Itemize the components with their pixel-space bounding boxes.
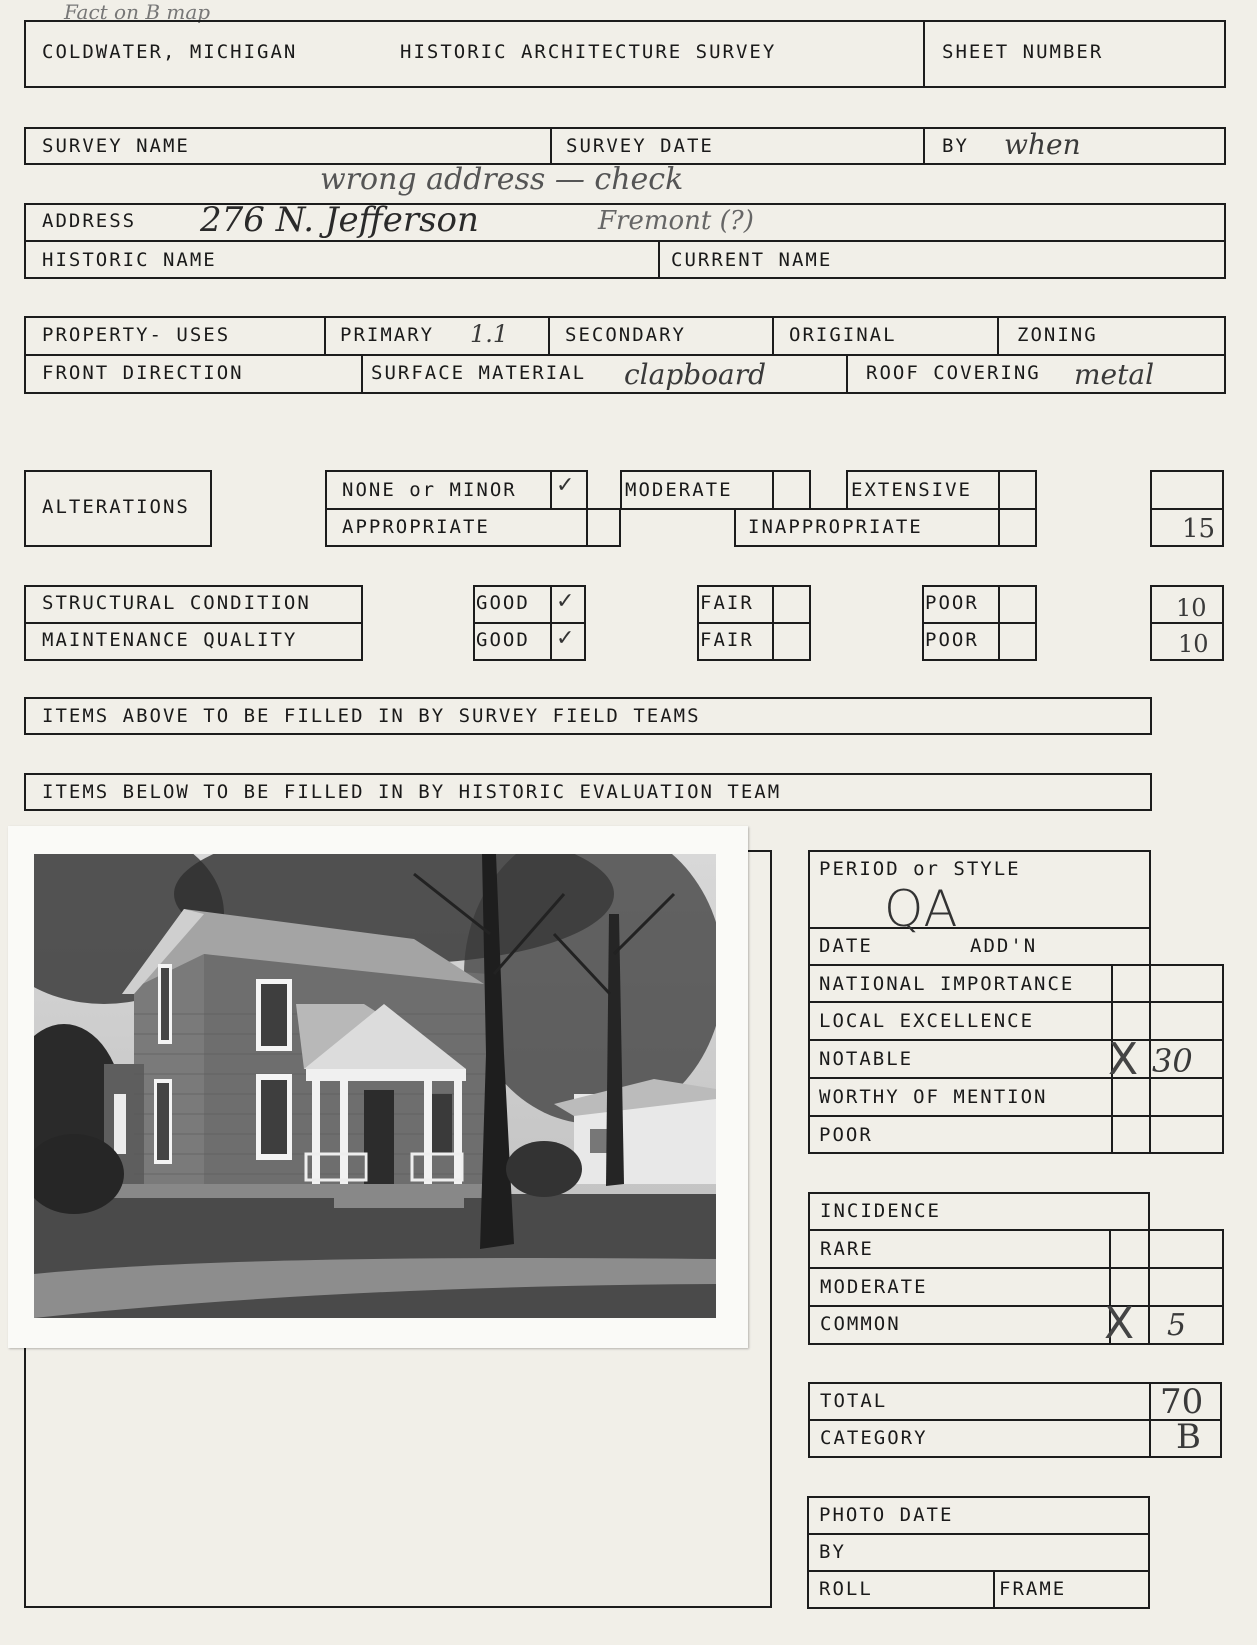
original-label: ORIGINAL: [789, 324, 897, 346]
sheet-number-label: SHEET NUMBER: [942, 41, 1104, 63]
zoning-label: ZONING: [1017, 324, 1098, 346]
appropriate-label: APPROPRIATE: [342, 516, 490, 538]
address-label: ADDRESS: [42, 210, 137, 232]
form-title: HISTORIC ARCHITECTURE SURVEY: [400, 41, 777, 63]
address-value: 276 N. Jefferson: [200, 200, 479, 240]
local-excellence-label: LOCAL EXCELLENCE: [819, 1010, 1035, 1032]
survey-name-label: SURVEY NAME: [42, 135, 190, 157]
frame-label: FRAME: [999, 1578, 1067, 1600]
structural-score: 10: [1176, 594, 1207, 622]
primary-value: 1.1: [470, 320, 509, 348]
fair-label-structural: FAIR: [700, 592, 754, 614]
extensive-label: EXTENSIVE: [851, 479, 972, 501]
rare-label: RARE: [820, 1238, 874, 1260]
roll-label: ROLL: [819, 1578, 873, 1600]
none-minor-label: NONE or MINOR: [342, 479, 517, 501]
fair-label-maintenance: FAIR: [700, 629, 754, 651]
national-importance-label: NATIONAL IMPORTANCE: [819, 973, 1075, 995]
top-note: Fact on B map: [64, 0, 211, 24]
surface-material-value: clapboard: [624, 358, 767, 391]
primary-label: PRIMARY: [340, 324, 435, 346]
structural-condition-label: STRUCTURAL CONDITION: [42, 592, 311, 614]
good-label-maintenance: GOOD: [476, 629, 530, 651]
date-label: DATE: [819, 935, 873, 957]
address-alt-value: Fremont (?): [598, 206, 754, 236]
property-uses-label: PROPERTY- USES: [42, 324, 231, 346]
alterations-score: 15: [1182, 514, 1216, 544]
survey-date-label: SURVEY DATE: [566, 135, 714, 157]
survey-by-value: when: [1004, 128, 1081, 161]
incidence-label: INCIDENCE: [820, 1200, 941, 1222]
photo-date-label: PHOTO DATE: [819, 1504, 954, 1526]
city-label: COLDWATER, MICHIGAN: [42, 41, 298, 63]
common-score: 5: [1167, 1308, 1187, 1343]
incidence-moderate-label: MODERATE: [820, 1276, 928, 1298]
notable-mark: X: [1108, 1034, 1139, 1085]
poor-label-maintenance: POOR: [925, 629, 979, 651]
total-label: TOTAL: [820, 1390, 888, 1412]
moderate-label: MODERATE: [625, 479, 733, 501]
note-below: ITEMS BELOW TO BE FILLED IN BY HISTORIC EVALUATION TEAM: [42, 781, 782, 803]
period-style-value: QA: [884, 880, 958, 938]
category-value: B: [1176, 1417, 1201, 1457]
roof-covering-value: metal: [1074, 358, 1155, 391]
address-annotation: wrong address — check: [320, 162, 684, 197]
note-above: ITEMS ABOVE TO BE FILLED IN BY SURVEY FIELD TEAMS: [42, 705, 701, 727]
alterations-label: ALTERATIONS: [42, 496, 190, 518]
maintenance-quality-label: MAINTENANCE QUALITY: [42, 629, 298, 651]
current-name-label: CURRENT NAME: [671, 249, 833, 271]
category-label: CATEGORY: [820, 1427, 928, 1449]
roof-covering-label: ROOF COVERING: [866, 362, 1041, 384]
front-direction-label: FRONT DIRECTION: [42, 362, 244, 384]
historic-name-label: HISTORIC NAME: [42, 249, 217, 271]
photo-card: [8, 826, 748, 1348]
photo-by-label: BY: [819, 1541, 846, 1563]
inappropriate-label: INAPPROPRIATE: [748, 516, 923, 538]
evaluation-poor-label: POOR: [819, 1124, 873, 1146]
poor-label-structural: POOR: [925, 592, 979, 614]
maintenance-score: 10: [1178, 630, 1209, 658]
maintenance-good-check: ✓: [556, 626, 575, 651]
notable-label: NOTABLE: [819, 1048, 914, 1070]
survey-by-label: BY: [942, 135, 969, 157]
common-label: COMMON: [820, 1313, 901, 1335]
worthy-of-mention-label: WORTHY OF MENTION: [819, 1086, 1048, 1108]
total-value: 70: [1160, 1382, 1204, 1422]
none-minor-check: ✓: [556, 473, 575, 498]
period-style-label: PERIOD or STYLE: [819, 858, 1021, 880]
house-photo-image: [34, 854, 716, 1318]
structural-good-check: ✓: [556, 589, 575, 614]
secondary-label: SECONDARY: [565, 324, 686, 346]
common-mark: X: [1104, 1298, 1135, 1349]
house-photo: [34, 854, 716, 1318]
notable-score: 30: [1152, 1042, 1193, 1080]
good-label-structural: GOOD: [476, 592, 530, 614]
addn-label: ADD'N: [970, 935, 1038, 957]
surface-material-label: SURFACE MATERIAL: [371, 362, 587, 384]
